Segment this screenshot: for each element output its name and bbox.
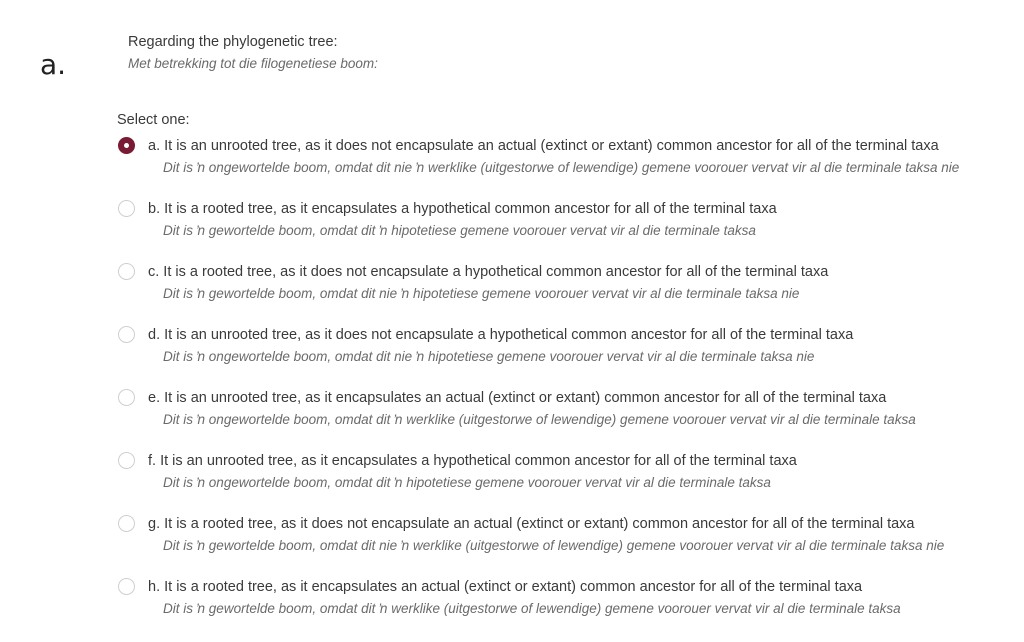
answer-options <box>116 134 1006 638</box>
option-f[interactable] <box>116 449 1006 512</box>
option-text-afrikaans: Dit is ŉ gewortelde boom, omdat dit ŉ hipotetiese gemene voorouer vervat vir al die terminale taksa <box>163 223 756 238</box>
option-h[interactable] <box>116 575 1006 638</box>
question-marker: a. <box>40 48 67 81</box>
option-text-english: b. It is a rooted tree, as it encapsulates a hypothetical common ancestor for all of the terminal taxa <box>148 201 777 217</box>
option-text-afrikaans: Dit is ŉ ongewortelde boom, omdat dit nie ŉ werklike (uitgestorwe of lewendige) gemene voorouer vervat vir al die terminale taksa nie <box>163 160 960 175</box>
radio-button-d[interactable] <box>118 326 135 343</box>
option-a[interactable] <box>116 134 1006 197</box>
option-text-afrikaans: Dit is ŉ ongewortelde boom, omdat dit ŉ hipotetiese gemene voorouer vervat vir al die terminale taksa <box>163 475 771 490</box>
option-text-english: g. It is a rooted tree, as it does not encapsulate an actual (extinct or extant) common ancestor for all of the terminal taxa <box>148 516 915 532</box>
option-text-afrikaans: Dit is ŉ gewortelde boom, omdat dit ŉ werklike (uitgestorwe of lewendige) gemene voorouer vervat vir al die terminale taksa <box>163 601 901 616</box>
select-one-label: Select one: <box>117 112 190 128</box>
question-text-english: Regarding the phylogenetic tree: <box>128 34 338 50</box>
option-text-english: a. It is an unrooted tree, as it does not encapsulate an actual (extinct or extant) common ancestor for all of the terminal taxa <box>148 138 939 154</box>
radio-button-e[interactable] <box>118 389 135 406</box>
option-b[interactable] <box>116 197 1006 260</box>
option-text-english: c. It is a rooted tree, as it does not encapsulate a hypothetical common ancestor for all of the terminal taxa <box>148 264 829 280</box>
option-g[interactable] <box>116 512 1006 575</box>
radio-button-a[interactable] <box>118 137 135 154</box>
option-text-afrikaans: Dit is ŉ ongewortelde boom, omdat dit ŉ werklike (uitgestorwe of lewendige) gemene voorouer vervat vir al die terminale taksa <box>163 412 916 427</box>
option-e[interactable] <box>116 386 1006 449</box>
option-text-english: d. It is an unrooted tree, as it does not encapsulate a hypothetical common ancestor for all of the terminal taxa <box>148 327 854 343</box>
option-label[interactable] <box>148 452 797 492</box>
radio-button-g[interactable] <box>118 515 135 532</box>
option-label[interactable] <box>148 389 916 429</box>
option-text-english: f. It is an unrooted tree, as it encapsulates a hypothetical common ancestor for all of the terminal taxa <box>148 453 797 469</box>
option-label[interactable] <box>148 326 853 366</box>
option-text-afrikaans: Dit is ŉ ongewortelde boom, omdat dit nie ŉ hipotetiese gemene voorouer vervat vir al die terminale taksa nie <box>163 349 815 364</box>
radio-button-b[interactable] <box>118 200 135 217</box>
option-label[interactable] <box>148 137 959 177</box>
radio-button-c[interactable] <box>118 263 135 280</box>
option-d[interactable] <box>116 323 1006 386</box>
question-prompt <box>128 33 378 73</box>
option-label[interactable] <box>148 578 901 618</box>
radio-button-h[interactable] <box>118 578 135 595</box>
option-label[interactable] <box>148 263 828 303</box>
option-label[interactable] <box>148 515 944 555</box>
option-text-english: e. It is an unrooted tree, as it encapsulates an actual (extinct or extant) common ancestor for all of the terminal taxa <box>148 390 887 406</box>
option-label[interactable] <box>148 200 777 240</box>
option-c[interactable] <box>116 260 1006 323</box>
option-text-afrikaans: Dit is ŉ gewortelde boom, omdat dit nie ŉ werklike (uitgestorwe of lewendige) gemene voorouer vervat vir al die terminale taksa nie <box>163 538 945 553</box>
radio-button-f[interactable] <box>118 452 135 469</box>
option-text-afrikaans: Dit is ŉ gewortelde boom, omdat dit nie ŉ hipotetiese gemene voorouer vervat vir al die terminale taksa nie <box>163 286 800 301</box>
question-text-afrikaans: Met betrekking tot die filogenetiese boom: <box>128 56 378 71</box>
option-text-english: h. It is a rooted tree, as it encapsulates an actual (extinct or extant) common ancestor for all of the terminal taxa <box>148 579 863 595</box>
